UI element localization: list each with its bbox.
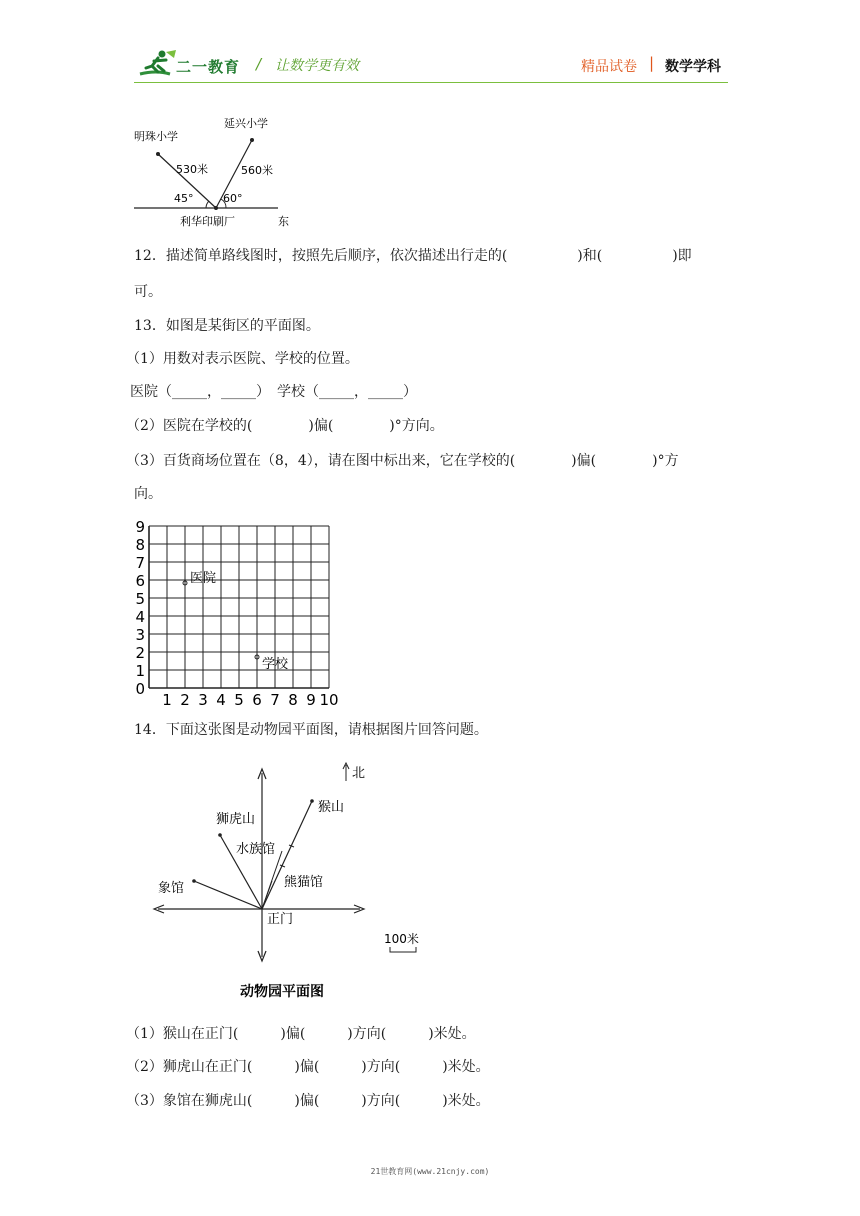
q14-part1: （1）猴山在正门( )偏( )方向( )米处。	[126, 1026, 476, 1042]
brand-name: 二一教育	[176, 58, 241, 76]
q13-part1: （1）用数对表示医院、学校的位置。	[126, 351, 359, 367]
zoo-map-figure	[150, 755, 450, 1010]
elephant-label: 象馆	[158, 881, 185, 896]
q14-title: 14．下面这张图是动物园平面图，请根据图片回答问题。	[134, 722, 488, 738]
page-footer: 21世教育网(www.21cnjy.com)	[370, 1167, 490, 1176]
slogan: 让数学更有效	[275, 58, 359, 74]
grid-y-tick-label: 7	[135, 554, 145, 572]
grid-y-tick-label: 5	[135, 590, 145, 608]
grid-x-tick-label: 3	[198, 691, 208, 709]
grid-y-tick-label: 0	[135, 680, 145, 698]
header-tag-right: 数学学科	[665, 59, 721, 75]
origin-point	[214, 206, 218, 210]
angle-a-label: 45°	[174, 192, 194, 205]
q13-title: 13．如图是某街区的平面图。	[134, 318, 320, 334]
gate-label: 正门	[267, 912, 294, 927]
distance-a-label: 530米	[176, 163, 208, 176]
grid-x-tick-label: 4	[216, 691, 226, 709]
grid-x-tick-label: 2	[180, 691, 190, 709]
school-b-label: 延兴小学	[224, 117, 268, 130]
scale-bar	[390, 947, 416, 952]
grid-y-tick-label: 4	[135, 608, 145, 626]
q13-part3-line2: 向。	[134, 486, 162, 502]
lion-point	[218, 833, 222, 837]
ray-panda	[262, 881, 272, 909]
scale-label: 100米	[384, 932, 419, 946]
monkey-label: 猴山	[318, 800, 345, 815]
grid-y-labels	[135, 520, 145, 698]
grid-figure	[132, 520, 342, 712]
grid-y-tick-label: 6	[135, 572, 145, 590]
q12-line2: 可。	[134, 284, 162, 300]
monkey-point	[310, 799, 314, 803]
grid-y-tick-label: 9	[135, 520, 145, 536]
grid-y-tick-label: 8	[135, 536, 145, 554]
zoo-caption: 动物园平面图	[240, 984, 324, 1000]
hospital-label: 医院	[190, 571, 217, 586]
school-a-label: 明珠小学	[134, 130, 178, 143]
slogan-separator: /	[256, 55, 262, 73]
q14-part2: （2）狮虎山在正门( )偏( )方向( )米处。	[126, 1059, 490, 1075]
q14-part3: （3）象馆在狮虎山( )偏( )方向( )米处。	[126, 1093, 490, 1109]
grid-y-tick-label: 1	[135, 662, 145, 680]
page-header	[0, 0, 860, 100]
grid-x-tick-label: 7	[270, 691, 280, 709]
q13-part2: （2）医院在学校的( )偏( )°方向。	[126, 418, 444, 434]
aquarium-label: 水族馆	[236, 842, 276, 857]
north-label: 北	[352, 766, 366, 781]
header-rule	[134, 82, 728, 83]
east-label: 东	[278, 215, 289, 228]
q13-part3-line1: （3）百货商场位置在（8，4），请在图中标出来，它在学校的( )偏( )°方	[126, 453, 679, 469]
grid-x-tick-label: 5	[234, 691, 244, 709]
distance-b-label: 560米	[241, 164, 273, 177]
school-label: 学校	[262, 657, 289, 672]
origin-label: 利华印刷厂	[180, 215, 235, 228]
header-tag-left: 精品试卷	[581, 59, 637, 75]
angle-b-label: 60°	[223, 192, 243, 205]
q12-line1: 12．描述简单路线图时，按照先后顺序，依次描述出行走的( )和( )即	[134, 248, 692, 264]
ray-elephant	[194, 881, 262, 909]
grid-lines	[149, 526, 329, 688]
header-tag-separator: |	[649, 54, 655, 72]
grid-y-tick-label: 2	[135, 644, 145, 662]
lion-label: 狮虎山	[216, 812, 256, 827]
q13-part1-answer: 医院（_____，_____） 学校（_____，_____）	[130, 384, 417, 400]
grid-x-tick-label: 6	[252, 691, 262, 709]
panda-label: 熊猫馆	[284, 875, 324, 890]
school-a-point	[156, 152, 160, 156]
grid-x-tick-label: 9	[306, 691, 316, 709]
angle-arc-a	[206, 201, 209, 208]
school-b-point	[250, 138, 254, 142]
grid-x-tick-label: 1	[162, 691, 172, 709]
grid-x-tick-label: 8	[288, 691, 298, 709]
grid-y-tick-label: 3	[135, 626, 145, 644]
route-figure	[128, 110, 308, 232]
grid-x-labels	[162, 691, 338, 709]
grid-x-tick-label: 10	[319, 691, 339, 709]
elephant-point	[192, 879, 196, 883]
